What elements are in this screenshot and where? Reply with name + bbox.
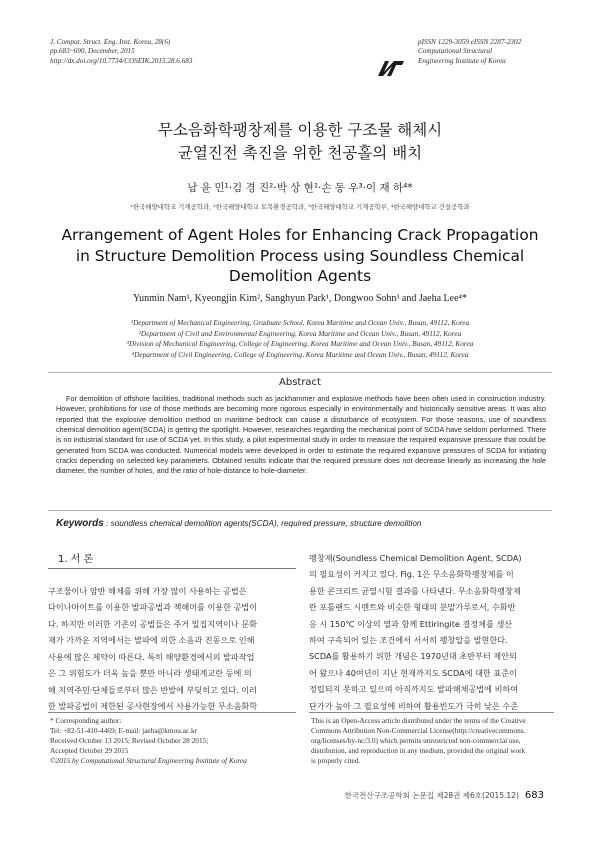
affiliation-line: ³Division of Mechanical Engineering, College of Engineering, Korea Maritime and Ocean Univ., Busan, 49112, Korea [126, 339, 474, 349]
keywords-label: Keywords [56, 518, 104, 529]
doi-link[interactable]: http://dx.doi.org/10.7734/COSEIK.2015.28.6.683 [50, 56, 193, 65]
license-line: This is an Open-Access article distributed under the terms of the Creative [311, 716, 526, 725]
section-rule [48, 568, 296, 569]
left-column-text [48, 583, 296, 715]
english-title-line: Arrangement of Agent Holes for Enhancing Crack Propagation [61, 226, 539, 244]
english-affiliations [0, 318, 600, 360]
abstract-heading: Abstract [279, 377, 321, 388]
journal-logo-icon [376, 58, 406, 78]
footnote-line: Accepted October 29 2015 [50, 746, 129, 756]
license-rule [309, 712, 554, 713]
text-line: SCDA를 활용하기 위한 개념은 1970년대 초반부터 제안되 [309, 651, 517, 662]
english-title-line: in Structure Demolition Process using Soundless Chemical [75, 246, 525, 265]
english-title-line: Demolition Agents [228, 267, 372, 285]
publisher-line: Engineering Institute of Korea [418, 56, 506, 65]
journal-footer: 한국전산구조공학회 논문집 제28권 제6호(2015.12) [344, 791, 519, 800]
korean-title-line: 무소음화학팽창제를 이용한 구조물 해체시 [157, 121, 443, 139]
footnote-line: Received October 13 2015; Revised October 28 2015; [50, 736, 209, 746]
korean-title-line: 균열진전 촉진을 위한 천공홀의 배치 [177, 144, 423, 162]
text-line: 하여 구속되어 있는 조건에서 서서히 팽창압을 발현한다. [309, 635, 508, 646]
text-line: 한 발파공법이 제한된 공사현장에서 사용가능한 무소음화학 [48, 701, 258, 712]
issn-line: pISSN 1229-3059 eISSN 2287-2302 [418, 38, 522, 46]
journal-citation [50, 38, 192, 66]
keywords [56, 518, 556, 529]
text-line: 사용에 많은 제약이 따른다. 특히 해양환경에서의 발파작업 [48, 651, 255, 662]
text-line: 응 시 150℃ 이상의 열과 함께 Ettiringite 결정체를 생산 [309, 618, 513, 629]
text-line: 팽창제(Soundless Chemical Demolition Agent, SCDA) [309, 553, 522, 563]
abstract-text: For demolition of offshore facilities, traditional methods such as jackhammer and explosive methods have been often used in construction industry. However, prohibitions for use of those methods are becoming more rigorous especially in environmentally and historically sensitive areas. It was also reported that the explosive demolition method on maritime bedrock can cause a disturbance of ecosystem. For those reasons, use of soundless chemical demolition agent(SCDA) is getting the spotlight. However, researches regarding the mechanical point of SCDA have seldom performed. There is no industrial standard for use of SCDA yet. In this study, a pilot experimental study in order to measure the required expansive pressure that could be generated from SCDA was conducted. Numerical models were developed in order to estimate the required expansive pressures of SCDA for initiating cracks depending on selected key parameters. Obtained results indicate that the required pressure does not decrease linearly as increasing the hole diameter, the number of holes, and the ratio of hole-distance to hole-diameter. [56, 394, 546, 476]
text-line: 단가가 높아 그 필요성에 비하여 활용빈도가 극히 낮은 수준 [309, 700, 519, 711]
text-line: 어 왔으나 40여년이 지난 현재까지도 SCDA에 대한 표준이 [309, 667, 517, 678]
license-line: Commons Attribution Non-Commercial License(http://creativecommons. [311, 726, 526, 736]
affiliation-line: ⁴Department of Civil Engineering, College of Engineering, Korea Maritime and Ocean Univ., Busan, 49112, Korea [131, 349, 469, 359]
publisher-line: Computational Structural [418, 47, 493, 56]
english-authors: Yunmin Nam¹, Kyeongjin Kim², Sanghyun Park¹, Dongwoo Sohn³ and Jaeha Lee⁴* [132, 293, 468, 304]
text-line: 정립되지 못하고 있으며 아직까지도 발파해체공법에 비하여 [309, 684, 519, 695]
journal-issn [418, 38, 521, 66]
keywords-text: : soundless chemical demolition agents(SCDA), required pressure, structure demolition [103, 519, 422, 528]
citation-line: J. Comput. Struct. Eng. Inst. Korea, 28(6) [50, 38, 171, 46]
english-title [40, 225, 560, 287]
corresponding-author-footnote [50, 716, 247, 766]
license-note [311, 716, 526, 766]
text-line: 해 지역주민·단체들로부터 많은 반발에 부딪히고 있다. 이러 [48, 684, 258, 695]
license-line: distribution, and reproduction in any medium, provided the original work [311, 746, 526, 756]
footnote-rule [48, 712, 296, 713]
license-line: is properly cited. [311, 756, 361, 766]
text-line: 재가 가까운 지역에서는 발파에 의한 소음과 진동으로 인해 [48, 635, 255, 646]
page-footer [345, 790, 544, 801]
text-line: 다. 하지만 이러한 기존의 공법들은 주거 밀집지역이나 문화 [48, 618, 258, 629]
abstract-bottom-rule [48, 510, 552, 511]
text-line: 은 그 위험도가 더욱 높을 뿐만 아니라 생태계교란 등에 의 [48, 668, 252, 679]
section-heading: 1. 서 론 [58, 554, 94, 565]
korean-affiliations: ¹한국해양대학교 기계공학과, ²한국해양대학교 토목환경공학과, ³한국해양대학교 기계공학부, ⁴한국해양대학교 건설공학과 [130, 203, 470, 211]
text-line: 구조물이나 암반 해체를 위해 가장 많이 사용하는 공법은 [48, 586, 247, 596]
abstract-top-rule [48, 372, 552, 373]
affiliation-line: ¹Department of Mechanical Engineering, Graduate School, Korea Maritime and Ocean Univ., Busan, 49112, Korea [130, 318, 470, 327]
text-line: 다이나마이트를 이용한 발파공법과 잭해머를 이용한 공법이 [48, 602, 258, 613]
page-number: 683 [524, 790, 544, 801]
text-line: 의 필요성이 커지고 있다. Fig. 1은 무소음화학팽창제를 이 [309, 569, 514, 580]
license-line: org/licenses/by-nc/3.0) which permits unrestricted non-commercial use, [311, 736, 521, 746]
right-column-text [309, 550, 554, 714]
footnote-line: * Corresponding author: [50, 716, 122, 725]
citation-line: pp.683~690, December, 2015 [50, 47, 135, 56]
affiliation-line: ²Department of Civil and Environmental Engineering, Korea Maritime and Ocean Univ., Busan, 49112, Korea [138, 328, 462, 338]
text-line: 용한 콘크리트 균열시험 결과를 나타낸다. 무소음화학팽창제 [309, 585, 521, 596]
korean-title [0, 119, 600, 165]
footnote-line: Tel: +82-51-410-4469; E-mail: jaeha@kmou.ac.kr [50, 726, 198, 736]
footnote-line: ©2015 by Computational Structural Engineering Institute of Korea [50, 756, 247, 766]
korean-authors: 남 윤 민¹·김 경 진²·박 상 현¹·손 동 우³·이 재 하⁴* [187, 182, 413, 194]
text-line: 란 포틀랜드 시멘트와 비슷한 형태의 분말가루로서, 수화반 [309, 602, 516, 613]
